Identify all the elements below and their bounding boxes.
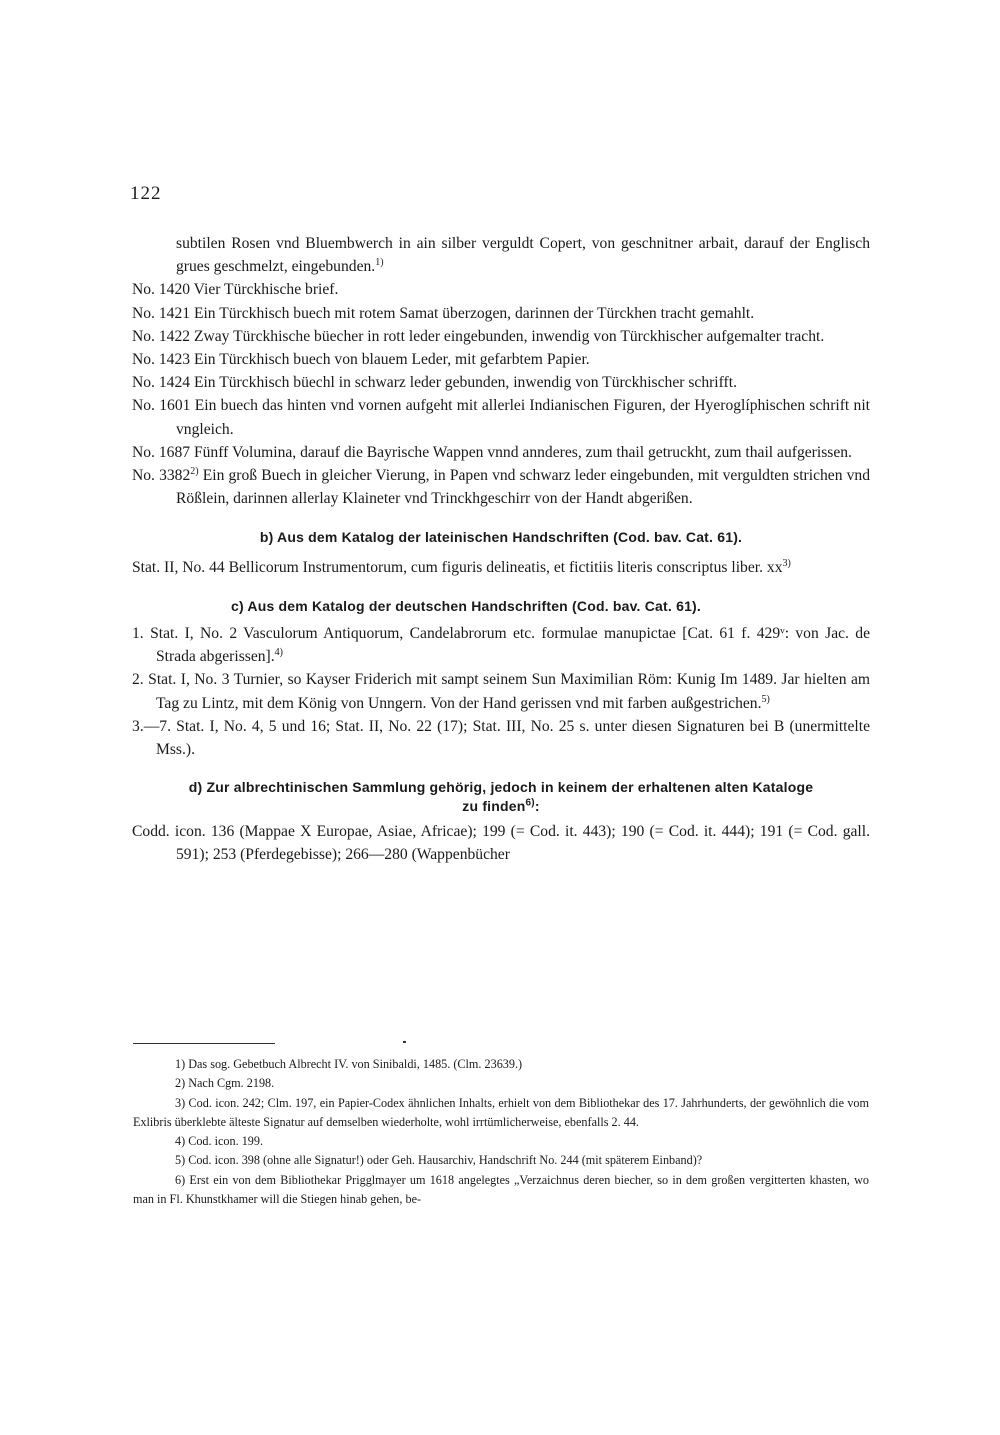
entry-text: Ein Türckhisch buech mit rotem Samat überzogen, darinnen der Türckhen tracht gemahlt. <box>193 304 755 322</box>
entry-text: Ein groß Buech in gleicher Vierung, in Papen vnd schwarz leder eingebunden, mit verguldten strichen vnd Rößlein, darinnen allerlay Klaineter vnd Trinckhgeschirr von der Handt abgerißen. <box>176 467 871 508</box>
catalog-entry <box>132 325 870 348</box>
section-c-heading: c) Aus dem Katalog der deutschen Handschriften (Cod. bav. Cat. 61). <box>230 597 702 614</box>
footnote-mark: 3) <box>175 1095 186 1110</box>
footnote-ref: 4) <box>274 647 283 659</box>
entry-number: No. 1421 <box>132 304 191 322</box>
entry-number: No. 1687 <box>132 443 191 461</box>
footnote-text: Das sog. Gebetbuch Albrecht IV. von Sinibaldi, 1485. (Clm. 23639.) <box>188 1057 523 1071</box>
entry-text: Bellicorum Instrumentorum, cum figuris delineatis, et fictitiis literis conscriptus liber. xx <box>228 558 783 576</box>
footnote-text: Cod. icon. 199. <box>188 1134 264 1149</box>
footnote <box>133 1074 869 1093</box>
footnote-ref: 3) <box>782 557 791 569</box>
footnote <box>133 1151 869 1170</box>
section-c-item <box>132 715 870 761</box>
intro-line-1: subtilen Rosen vnd Bluembwerch in ain silber verguldt Copert, von geschnitner arbait, <box>176 235 739 252</box>
footnote-divider <box>133 1043 275 1044</box>
entry-prefix: Stat. II, No. 44 <box>132 558 225 576</box>
footnote <box>133 1055 869 1074</box>
main-text <box>132 232 870 867</box>
item-text: Stat. I, No. 4, 5 und 16; Stat. II, No. 22 (17); Stat. III, No. 25 s. unter diesen Signaturen bei B (unermittelte Mss.). <box>156 717 870 759</box>
intro-paragraph <box>132 232 870 278</box>
entry-number: No. 1423 <box>132 351 191 369</box>
section-d-heading <box>132 778 870 816</box>
catalog-entry <box>132 348 870 371</box>
footnote-text: Cod. icon. 242; Clm. 197, ein Papier-Codex ähnlichen Inhalts, erhielt von dem Bibliothekar des 17. Jahrhunderts, der gewöhnlich die vom Exlibris überklebte älteste Signatur auf demselben wiederholte, wohl irrtümlicherweise, ebenfalls 2. 44. <box>133 1095 869 1129</box>
item-number: 2. <box>132 671 144 689</box>
section-c-item <box>132 668 870 714</box>
catalog-entry <box>132 371 870 394</box>
footnote-ref: 2) <box>190 465 199 477</box>
footnote-mark: 6) <box>175 1172 186 1187</box>
catalog-entry <box>132 302 870 325</box>
entry-text: Ein buech das hinten vnd vornen aufgeht mit allerlei Indianischen Figuren, der Hyeroglíphischen schrift nit vngleich. <box>176 397 870 438</box>
heading-line-2 <box>132 797 870 816</box>
entry-number: No. 1422 <box>132 327 191 345</box>
heading-line-2-text: zu finden <box>462 798 526 815</box>
footnote <box>133 1171 869 1210</box>
section-b-heading: b) Aus dem Katalog der lateinischen Handschriften (Cod. bav. Cat. 61). <box>259 529 743 546</box>
footnote-text: Cod. icon. 398 (ohne alle Signatur!) oder Geh. Hausarchiv, Handschrift No. 244 (mit späterem Einband)? <box>188 1153 703 1168</box>
intro-line-2: darauf der Englisch grues geschmelzt, eingebunden. <box>176 235 870 276</box>
page-number: 122 <box>130 183 162 204</box>
divider-mark <box>403 1041 406 1043</box>
entry-text: Zway Türckhische büecher in rott leder eingebunden, inwendig von Türckhischer aufgemalter tracht. <box>193 327 825 345</box>
entry-text: Fünff Volumina, darauf die Bayrische Wappen vnnd annderes, zum thail getruckht, zum thail aufgerissen. <box>193 443 852 461</box>
footnote-text: Erst ein von dem Bibliothekar Prigglmayer um 1618 angelegtes „Verzaichnus deren biecher, so in dem großen vergitterten khasten, wo man in Fl. Khunstkhamer will die Stiegen hinab gehen, be- <box>133 1172 870 1207</box>
entry-number: No. 1424 <box>132 374 191 392</box>
catalog-entry <box>132 464 870 510</box>
item-text: Stat. I, No. 3 Turnier, so Kayser Friderich mit sampt seinem Sun Maximilian Röm: Kunig Im 1489. Jar hielten am Tag zu Lintz, mit dem König von Unngern. Von der Hand gerissen vnd mit farben außgestrichen. <box>148 671 870 712</box>
footnote-text: Nach Cgm. 2198. <box>188 1076 275 1091</box>
entry-text: Vier Türckhische brief. <box>193 281 339 299</box>
entry-text: Ein Türckhisch büechl in schwarz leder gebunden, inwendig von Türckhischer schrifft. <box>193 374 737 392</box>
item-text: Stat. I, No. 2 Vasculorum Antiquorum, Candelabrorum etc. formulae manupictae [Cat. 61 f. 429ᵛ: von Jac. de Strada abgerissen]. <box>150 625 871 666</box>
catalog-entry <box>132 278 870 301</box>
section-b-entry <box>132 556 870 579</box>
footnote-mark: 1) <box>175 1057 186 1071</box>
section-c-item <box>132 622 870 668</box>
entry-text: Ein Türckhisch buech von blauem Leder, mit gefarbtem Papier. <box>193 351 590 369</box>
footnote-ref: 6) <box>525 797 535 809</box>
footnote-ref: 5) <box>761 693 770 705</box>
footnote-mark: 5) <box>175 1153 186 1168</box>
footnote <box>133 1094 869 1133</box>
footnote-ref: 1) <box>375 257 384 269</box>
catalog-entry <box>132 441 870 464</box>
entry-number: No. 1420 <box>132 281 191 299</box>
footnote <box>133 1132 869 1151</box>
item-number: 1. <box>132 625 144 643</box>
footnote-mark: 4) <box>175 1134 186 1149</box>
heading-line-1: d) Zur albrechtinischen Sammlung gehörig, jedoch in keinem der erhaltenen alten Kataloge <box>188 779 814 796</box>
heading-colon: : <box>534 798 540 815</box>
entry-number: No. 1601 <box>132 397 191 415</box>
entry-number: No. 3382 <box>132 467 191 485</box>
catalog-entry <box>132 394 870 440</box>
item-number: 3.—7. <box>132 717 171 735</box>
footnote-mark: 2) <box>175 1076 186 1091</box>
section-d-text: Codd. icon. 136 (Mappae X Europae, Asiae, Africae); 199 (= Cod. it. 443); 190 (= Cod. it. 444); 191 (= Cod. gall. 591); 253 (Pferdegebisse); 266—280 (Wappenbücher <box>132 823 870 864</box>
footnotes <box>133 1055 869 1209</box>
